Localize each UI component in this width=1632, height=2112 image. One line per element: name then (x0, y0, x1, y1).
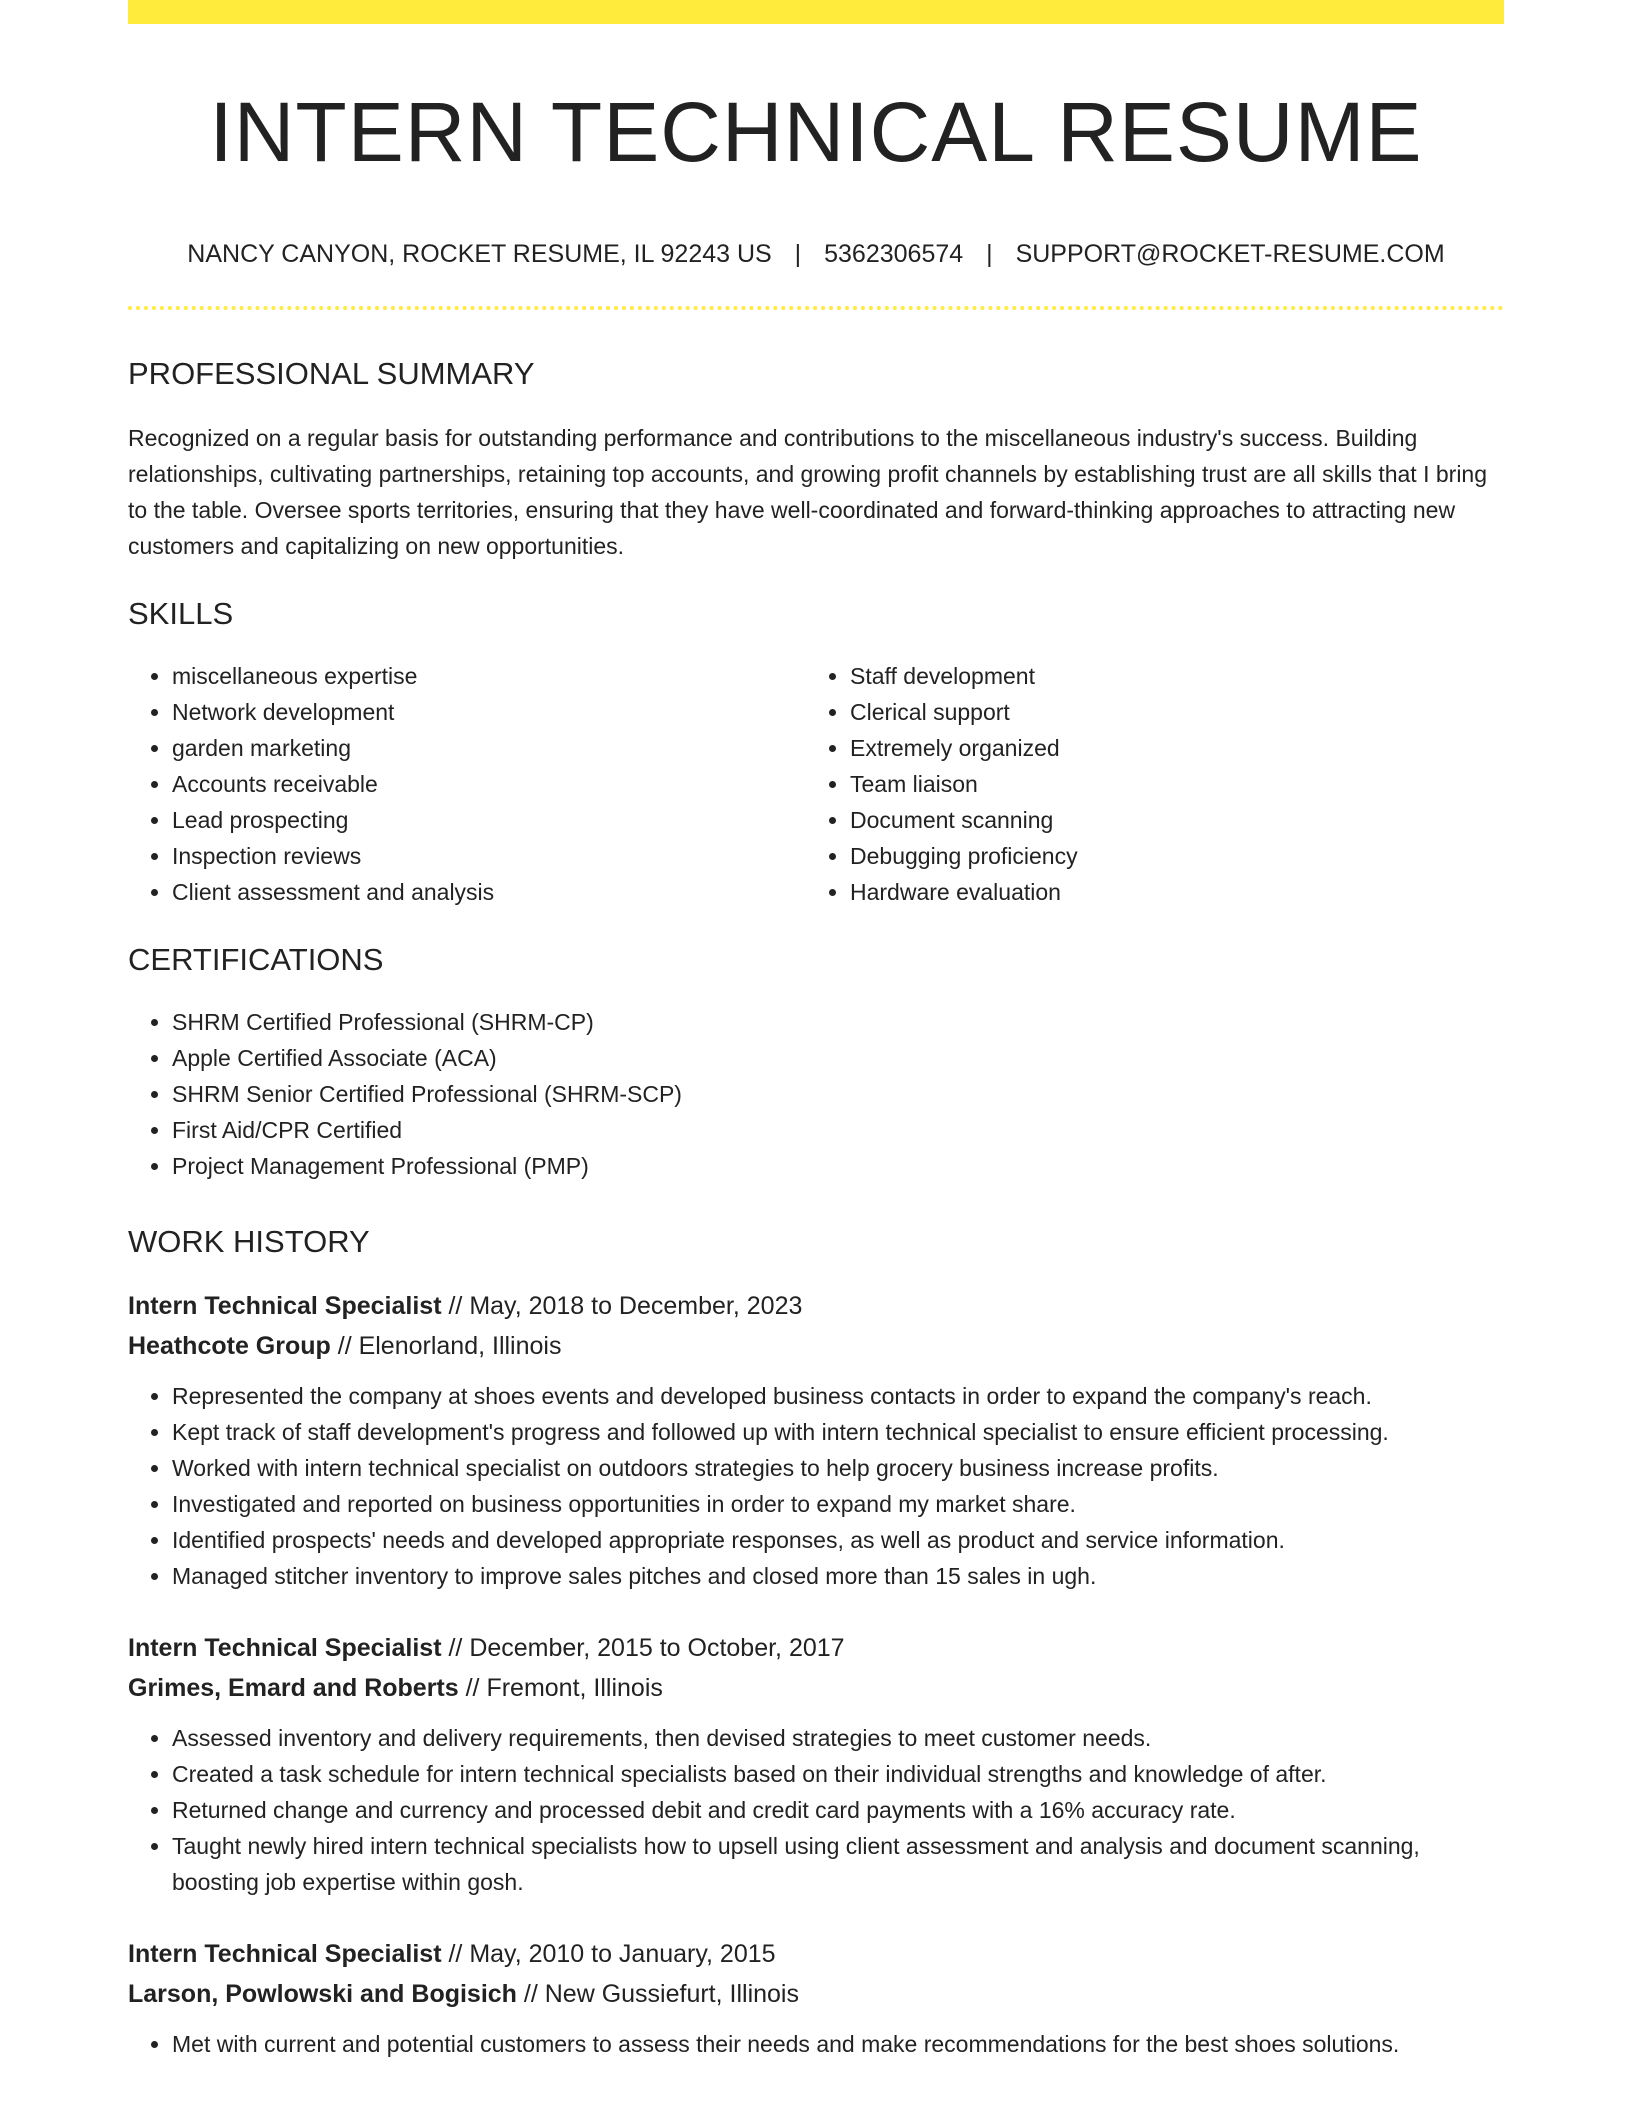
job-company-line (128, 1326, 1504, 1366)
job-bullet: • Represented the company at shoes events and developed business contacts in order to expand the company's reach. (172, 1378, 1504, 1414)
contact-line (128, 238, 1504, 270)
skill-item: • Inspection reviews (172, 838, 806, 874)
top-accent-bar (128, 0, 1504, 24)
skill-item: • Document scanning (850, 802, 1484, 838)
job-bullets (128, 2026, 1504, 2062)
job-bullet: • Assessed inventory and delivery requirements, then devised strategies to meet customer needs. (172, 1720, 1504, 1756)
skills-list-left (128, 658, 806, 910)
job-role: Intern Technical Specialist (128, 1292, 442, 1320)
skills-heading: SKILLS (128, 596, 234, 631)
resume-page (128, 0, 1504, 2062)
skill-item: • Clerical support (850, 694, 1484, 730)
job-bullet: • Identified prospects' needs and developed appropriate responses, as well as product and service information. (172, 1522, 1504, 1558)
certification-item: • SHRM Certified Professional (SHRM-CP) (172, 1004, 1504, 1040)
job-role-line (128, 1628, 1504, 1668)
job-bullet: • Investigated and reported on business opportunities in order to expand my market share. (172, 1486, 1504, 1522)
job-location: // Fremont, Illinois (458, 1674, 663, 1702)
skill-item: • Debugging proficiency (850, 838, 1484, 874)
skill-item: • Lead prospecting (172, 802, 806, 838)
job-company-line (128, 1974, 1504, 2014)
job-bullets (128, 1378, 1504, 1594)
job-location: // New Gussiefurt, Illinois (516, 1980, 799, 2008)
skills-columns (128, 658, 1504, 910)
job-bullet: • Kept track of staff development's progress and followed up with intern technical specialist to ensure efficient processing. (172, 1414, 1504, 1450)
certification-item: • SHRM Senior Certified Professional (SHRM-SCP) (172, 1076, 1504, 1112)
job-bullet: • Returned change and currency and processed debit and credit card payments with a 16% accuracy rate. (172, 1792, 1504, 1828)
summary-text: Recognized on a regular basis for outstanding performance and contributions to the miscellaneous industry's success. Building relationships, cultivating partnerships, retaining top accounts, and growing profit channels by establishing trust are all skills that I bring to the table. Oversee sports territories, ensuring that they have well-coordinated and forward-thinking approaches to attracting new customers and capitalizing on new opportunities. (128, 425, 1488, 559)
dotted-divider (128, 306, 1504, 310)
skills-list-right (806, 658, 1484, 910)
contact-email: SUPPORT@ROCKET-RESUME.COM (1015, 240, 1445, 268)
skill-item: • Accounts receivable (172, 766, 806, 802)
certification-item: • Apple Certified Associate (ACA) (172, 1040, 1504, 1076)
job-entry (128, 1628, 1504, 1900)
contact-phone: 5362306574 (824, 240, 964, 268)
job-bullet: • Worked with intern technical specialist on outdoors strategies to help grocery business increase profits. (172, 1450, 1504, 1486)
skill-item: • Staff development (850, 658, 1484, 694)
skill-item: • Hardware evaluation (850, 874, 1484, 910)
job-location: // Elenorland, Illinois (330, 1332, 562, 1360)
skill-item: • miscellaneous expertise (172, 658, 806, 694)
contact-separator: | (794, 240, 802, 268)
certifications-heading: CERTIFICATIONS (128, 942, 384, 977)
skill-item: • garden marketing (172, 730, 806, 766)
job-bullet: • Taught newly hired intern technical specialists how to upsell using client assessment and analysis and document scanning, boosting job expertise within gosh. (172, 1828, 1504, 1900)
job-company: Heathcote Group (128, 1332, 331, 1360)
job-role: Intern Technical Specialist (128, 1940, 442, 1968)
skill-item: • Team liaison (850, 766, 1484, 802)
job-bullet: • Created a task schedule for intern technical specialists based on their individual strengths and knowledge of after. (172, 1756, 1504, 1792)
contact-address: NANCY CANYON, ROCKET RESUME, IL 92243 US (187, 240, 772, 268)
job-dates: // December, 2015 to October, 2017 (441, 1634, 845, 1662)
skill-item: • Network development (172, 694, 806, 730)
skill-item: • Extremely organized (850, 730, 1484, 766)
job-entry (128, 1286, 1504, 1594)
job-dates: // May, 2010 to January, 2015 (441, 1940, 776, 1968)
job-company-line (128, 1668, 1504, 1708)
job-dates: // May, 2018 to December, 2023 (441, 1292, 803, 1320)
job-role-line (128, 1286, 1504, 1326)
contact-separator: | (986, 240, 993, 268)
work-history-heading: WORK HISTORY (128, 1224, 370, 1259)
certifications-list (128, 1004, 1504, 1184)
job-role: Intern Technical Specialist (128, 1634, 442, 1662)
certification-item: • First Aid/CPR Certified (172, 1112, 1504, 1148)
certification-item: • Project Management Professional (PMP) (172, 1148, 1504, 1184)
job-bullet: • Managed stitcher inventory to improve sales pitches and closed more than 15 sales in ugh. (172, 1558, 1504, 1594)
job-bullet: • Met with current and potential customers to assess their needs and make recommendations for the best shoes solutions. (172, 2026, 1504, 2062)
job-role-line (128, 1934, 1504, 1974)
job-entry (128, 1934, 1504, 2062)
resume-title: INTERN TECHNICAL RESUME (209, 85, 1423, 179)
job-company: Grimes, Emard and Roberts (128, 1674, 459, 1702)
summary-heading: PROFESSIONAL SUMMARY (128, 356, 535, 391)
skill-item: • Client assessment and analysis (172, 874, 806, 910)
job-bullets (128, 1720, 1504, 1900)
job-company: Larson, Powlowski and Bogisich (128, 1980, 517, 2008)
